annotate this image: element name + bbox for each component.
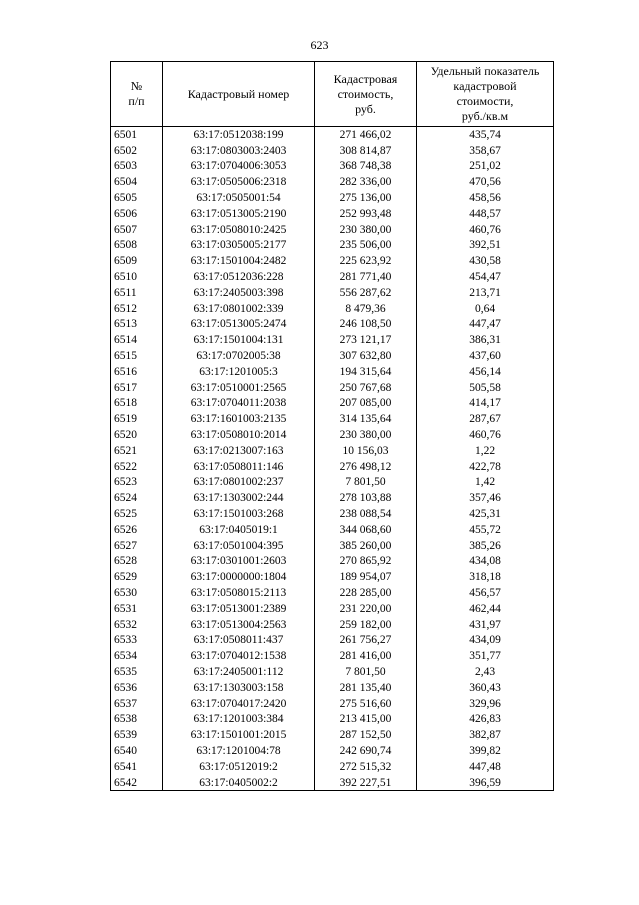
specific-value-cell: 447,48: [417, 759, 554, 775]
table-row: [111, 411, 554, 427]
row-number-cell: 6516: [111, 364, 163, 380]
table-row: [111, 617, 554, 633]
cadastral-number-cell: 63:17:0301001:2603: [163, 554, 315, 570]
cadastral-number-cell: 63:17:0704011:2038: [163, 396, 315, 412]
row-number-cell: 6535: [111, 664, 163, 680]
table-row: [111, 127, 554, 143]
cadastral-number-cell: 63:17:1201003:384: [163, 711, 315, 727]
specific-value-cell: 357,46: [417, 490, 554, 506]
table-row: [111, 269, 554, 285]
specific-value-cell: 392,51: [417, 238, 554, 254]
row-number-cell: 6518: [111, 396, 163, 412]
row-number-cell: 6531: [111, 601, 163, 617]
table-row: [111, 427, 554, 443]
cadastral-number-cell: 63:17:0508010:2014: [163, 427, 315, 443]
cadastral-number-cell: 63:17:0513001:2389: [163, 601, 315, 617]
cadastral-value-cell: 281 416,00: [315, 648, 417, 664]
cadastral-value-cell: 225 623,92: [315, 253, 417, 269]
row-number-cell: 6537: [111, 696, 163, 712]
cadastral-value-cell: 314 135,64: [315, 411, 417, 427]
table-row: [111, 222, 554, 238]
specific-value-cell: 1,22: [417, 443, 554, 459]
cadastral-number-cell: 63:17:1303002:244: [163, 490, 315, 506]
row-number-cell: 6530: [111, 585, 163, 601]
header-cadastral-value: Кадастровая стоимость, руб.: [315, 62, 417, 127]
specific-value-cell: 382,87: [417, 727, 554, 743]
table-row: [111, 317, 554, 333]
table-row: [111, 569, 554, 585]
cadastral-value-cell: 307 632,80: [315, 348, 417, 364]
cadastral-value-cell: 287 152,50: [315, 727, 417, 743]
table-row: [111, 159, 554, 175]
specific-value-cell: 470,56: [417, 174, 554, 190]
row-number-cell: 6512: [111, 301, 163, 317]
cadastral-number-cell: 63:17:0508010:2425: [163, 222, 315, 238]
cadastral-number-cell: 63:17:0513005:2474: [163, 317, 315, 333]
cadastral-number-cell: 63:17:0704006:3053: [163, 159, 315, 175]
table-row: [111, 238, 554, 254]
specific-value-cell: 431,97: [417, 617, 554, 633]
cadastral-value-cell: 261 756,27: [315, 633, 417, 649]
cadastral-number-cell: 63:17:0512036:228: [163, 269, 315, 285]
table-row: [111, 585, 554, 601]
cadastral-number-cell: 63:17:0512019:2: [163, 759, 315, 775]
cadastral-number-cell: 63:17:0801002:237: [163, 475, 315, 491]
table-row: [111, 285, 554, 301]
cadastral-number-cell: 63:17:0508015:2113: [163, 585, 315, 601]
table-row: [111, 727, 554, 743]
cadastral-number-cell: 63:17:0803003:2403: [163, 143, 315, 159]
table-row: [111, 538, 554, 554]
specific-value-cell: 458,56: [417, 190, 554, 206]
cadastral-value-cell: 230 380,00: [315, 427, 417, 443]
row-number-cell: 6508: [111, 238, 163, 254]
table-row: [111, 253, 554, 269]
cadastral-value-cell: 235 506,00: [315, 238, 417, 254]
cadastral-value-cell: 231 220,00: [315, 601, 417, 617]
cadastral-number-cell: 63:17:0704017:2420: [163, 696, 315, 712]
row-number-cell: 6504: [111, 174, 163, 190]
row-number-cell: 6538: [111, 711, 163, 727]
cadastral-value-cell: 271 466,02: [315, 127, 417, 143]
table-row: [111, 396, 554, 412]
row-number-cell: 6501: [111, 127, 163, 143]
table-row: [111, 775, 554, 791]
specific-value-cell: 434,09: [417, 633, 554, 649]
cadastral-number-cell: 63:17:0405002:2: [163, 775, 315, 791]
cadastral-value-cell: 8 479,36: [315, 301, 417, 317]
row-number-cell: 6513: [111, 317, 163, 333]
row-number-cell: 6502: [111, 143, 163, 159]
row-number-cell: 6515: [111, 348, 163, 364]
row-number-cell: 6528: [111, 554, 163, 570]
specific-value-cell: 213,71: [417, 285, 554, 301]
specific-value-cell: 448,57: [417, 206, 554, 222]
specific-value-cell: 425,31: [417, 506, 554, 522]
cadastral-value-cell: 189 954,07: [315, 569, 417, 585]
row-number-cell: 6526: [111, 522, 163, 538]
row-number-cell: 6519: [111, 411, 163, 427]
specific-value-cell: 1,42: [417, 475, 554, 491]
row-number-cell: 6542: [111, 775, 163, 791]
specific-value-cell: 434,08: [417, 554, 554, 570]
row-number-cell: 6527: [111, 538, 163, 554]
table-row: [111, 696, 554, 712]
table-row: [111, 380, 554, 396]
cadastral-number-cell: 63:17:0305005:2177: [163, 238, 315, 254]
table-row: [111, 633, 554, 649]
cadastral-value-cell: 238 088,54: [315, 506, 417, 522]
specific-value-cell: 426,83: [417, 711, 554, 727]
cadastral-number-cell: 63:17:0505001:54: [163, 190, 315, 206]
cadastral-number-cell: 63:17:1303003:158: [163, 680, 315, 696]
table-row: [111, 206, 554, 222]
cadastral-value-cell: 282 336,00: [315, 174, 417, 190]
specific-value-cell: 396,59: [417, 775, 554, 791]
specific-value-cell: 386,31: [417, 332, 554, 348]
table-row: [111, 475, 554, 491]
cadastral-value-cell: 275 516,60: [315, 696, 417, 712]
row-number-cell: 6506: [111, 206, 163, 222]
specific-value-cell: 414,17: [417, 396, 554, 412]
header-specific-value: Удельный показатель кадастровой стоимости, руб./кв.м: [417, 62, 554, 127]
cadastral-value-cell: 272 515,32: [315, 759, 417, 775]
cadastral-value-cell: 207 085,00: [315, 396, 417, 412]
table-row: [111, 190, 554, 206]
cadastral-number-cell: 63:17:0501004:395: [163, 538, 315, 554]
cadastral-value-cell: 275 136,00: [315, 190, 417, 206]
row-number-cell: 6540: [111, 743, 163, 759]
cadastral-number-cell: 63:17:1501001:2015: [163, 727, 315, 743]
cadastral-number-cell: 63:17:0510001:2565: [163, 380, 315, 396]
cadastral-value-cell: 273 121,17: [315, 332, 417, 348]
cadastral-value-cell: 344 068,60: [315, 522, 417, 538]
table-row: [111, 743, 554, 759]
table-row: [111, 601, 554, 617]
specific-value-cell: 505,58: [417, 380, 554, 396]
cadastral-number-cell: 63:17:1501004:131: [163, 332, 315, 348]
cadastral-number-cell: 63:17:0512038:199: [163, 127, 315, 143]
cadastral-value-cell: 259 182,00: [315, 617, 417, 633]
row-number-cell: 6503: [111, 159, 163, 175]
table-row: [111, 648, 554, 664]
cadastral-value-cell: 385 260,00: [315, 538, 417, 554]
cadastral-value-cell: 368 748,38: [315, 159, 417, 175]
cadastral-number-cell: 63:17:2405001:112: [163, 664, 315, 680]
row-number-cell: 6517: [111, 380, 163, 396]
row-number-cell: 6532: [111, 617, 163, 633]
specific-value-cell: 422,78: [417, 459, 554, 475]
row-number-cell: 6509: [111, 253, 163, 269]
table-row: [111, 332, 554, 348]
table-row: [111, 664, 554, 680]
row-number-cell: 6533: [111, 633, 163, 649]
specific-value-cell: 437,60: [417, 348, 554, 364]
row-number-cell: 6524: [111, 490, 163, 506]
row-number-cell: 6539: [111, 727, 163, 743]
cadastral-value-cell: 281 135,40: [315, 680, 417, 696]
row-number-cell: 6520: [111, 427, 163, 443]
row-number-cell: 6529: [111, 569, 163, 585]
table-row: [111, 301, 554, 317]
specific-value-cell: 460,76: [417, 222, 554, 238]
cadastral-number-cell: 63:17:0702005:38: [163, 348, 315, 364]
cadastral-number-cell: 63:17:0508011:437: [163, 633, 315, 649]
table-row: [111, 143, 554, 159]
row-number-cell: 6507: [111, 222, 163, 238]
cadastral-value-cell: 270 865,92: [315, 554, 417, 570]
table-row: [111, 680, 554, 696]
cadastral-number-cell: 63:17:1501004:2482: [163, 253, 315, 269]
cadastral-number-cell: 63:17:0213007:163: [163, 443, 315, 459]
cadastral-value-cell: 7 801,50: [315, 475, 417, 491]
specific-value-cell: 399,82: [417, 743, 554, 759]
cadastral-value-cell: 242 690,74: [315, 743, 417, 759]
specific-value-cell: 456,14: [417, 364, 554, 380]
cadastral-number-cell: 63:17:0801002:339: [163, 301, 315, 317]
cadastral-value-cell: 278 103,88: [315, 490, 417, 506]
header-cadastral-number: Кадастровый номер: [163, 62, 315, 127]
table-row: [111, 522, 554, 538]
specific-value-cell: 2,43: [417, 664, 554, 680]
cadastral-value-cell: 246 108,50: [315, 317, 417, 333]
specific-value-cell: 251,02: [417, 159, 554, 175]
cadastral-number-cell: 63:17:0513004:2563: [163, 617, 315, 633]
specific-value-cell: 460,76: [417, 427, 554, 443]
specific-value-cell: 430,58: [417, 253, 554, 269]
table-header-row: [111, 62, 554, 127]
table-row: [111, 506, 554, 522]
cadastral-number-cell: 63:17:0000000:1804: [163, 569, 315, 585]
cadastral-value-cell: 281 771,40: [315, 269, 417, 285]
table-row: [111, 459, 554, 475]
row-number-cell: 6511: [111, 285, 163, 301]
table-row: [111, 759, 554, 775]
cadastral-value-cell: 392 227,51: [315, 775, 417, 791]
cadastral-value-cell: 556 287,62: [315, 285, 417, 301]
cadastral-number-cell: 63:17:2405003:398: [163, 285, 315, 301]
header-row-number: № п/п: [111, 62, 163, 127]
cadastral-number-cell: 63:17:0505006:2318: [163, 174, 315, 190]
row-number-cell: 6523: [111, 475, 163, 491]
cadastral-value-cell: 252 993,48: [315, 206, 417, 222]
specific-value-cell: 447,47: [417, 317, 554, 333]
specific-value-cell: 360,43: [417, 680, 554, 696]
table-body: [111, 127, 554, 791]
specific-value-cell: 351,77: [417, 648, 554, 664]
table-row: [111, 490, 554, 506]
cadastral-number-cell: 63:17:0704012:1538: [163, 648, 315, 664]
row-number-cell: 6521: [111, 443, 163, 459]
table-row: [111, 174, 554, 190]
cadastral-value-cell: 308 814,87: [315, 143, 417, 159]
specific-value-cell: 455,72: [417, 522, 554, 538]
table-row: [111, 443, 554, 459]
specific-value-cell: 462,44: [417, 601, 554, 617]
table-row: [111, 348, 554, 364]
cadastral-number-cell: 63:17:0508011:146: [163, 459, 315, 475]
cadastral-value-cell: 10 156,03: [315, 443, 417, 459]
row-number-cell: 6510: [111, 269, 163, 285]
cadastral-number-cell: 63:17:1201004:78: [163, 743, 315, 759]
cadastral-value-cell: 228 285,00: [315, 585, 417, 601]
cadastral-value-cell: 7 801,50: [315, 664, 417, 680]
row-number-cell: 6541: [111, 759, 163, 775]
row-number-cell: 6505: [111, 190, 163, 206]
cadastral-value-table: [110, 61, 554, 791]
row-number-cell: 6514: [111, 332, 163, 348]
cadastral-number-cell: 63:17:0405019:1: [163, 522, 315, 538]
row-number-cell: 6525: [111, 506, 163, 522]
row-number-cell: 6534: [111, 648, 163, 664]
cadastral-value-cell: 213 415,00: [315, 711, 417, 727]
cadastral-value-cell: 230 380,00: [315, 222, 417, 238]
table-row: [111, 554, 554, 570]
page-number: 623: [310, 38, 329, 52]
row-number-cell: 6536: [111, 680, 163, 696]
specific-value-cell: 329,96: [417, 696, 554, 712]
specific-value-cell: 454,47: [417, 269, 554, 285]
row-number-cell: 6522: [111, 459, 163, 475]
specific-value-cell: 435,74: [417, 127, 554, 143]
specific-value-cell: 318,18: [417, 569, 554, 585]
specific-value-cell: 0,64: [417, 301, 554, 317]
table-row: [111, 364, 554, 380]
cadastral-number-cell: 63:17:0513005:2190: [163, 206, 315, 222]
cadastral-number-cell: 63:17:1601003:2135: [163, 411, 315, 427]
cadastral-value-cell: 250 767,68: [315, 380, 417, 396]
cadastral-number-cell: 63:17:1501003:268: [163, 506, 315, 522]
specific-value-cell: 456,57: [417, 585, 554, 601]
cadastral-value-cell: 276 498,12: [315, 459, 417, 475]
cadastral-number-cell: 63:17:1201005:3: [163, 364, 315, 380]
specific-value-cell: 358,67: [417, 143, 554, 159]
cadastral-value-cell: 194 315,64: [315, 364, 417, 380]
specific-value-cell: 385,26: [417, 538, 554, 554]
table-row: [111, 711, 554, 727]
specific-value-cell: 287,67: [417, 411, 554, 427]
